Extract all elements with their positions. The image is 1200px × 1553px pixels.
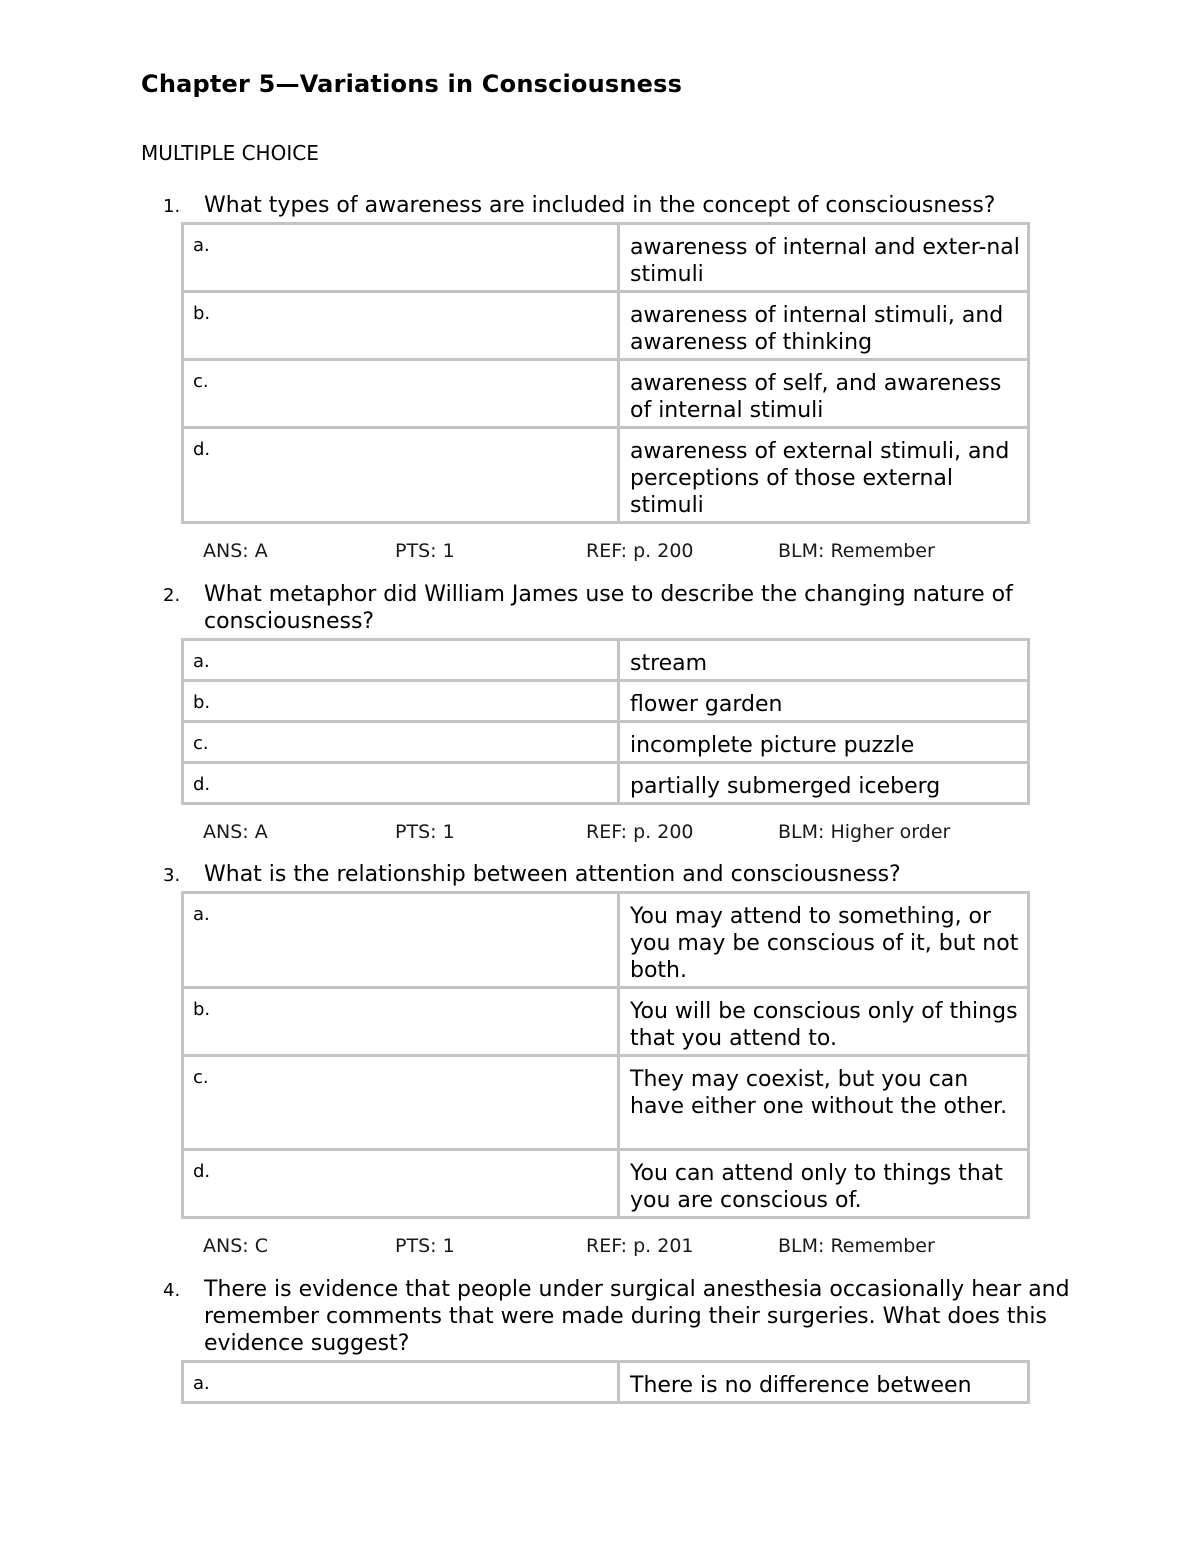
choice-text: awareness of self, and awareness of internal stimuli [619, 360, 1029, 428]
choice-text: They may coexist, but you can have either one without the other. [619, 1056, 1029, 1150]
choice-text: awareness of external stimuli, and perceptions of those external stimuli [619, 428, 1029, 523]
choices-table [181, 891, 1030, 1219]
choice-row [183, 988, 1029, 1056]
choices-table [181, 1360, 1030, 1404]
question-4 [141, 1276, 1101, 1404]
choice-row [183, 224, 1029, 292]
choice-row [183, 893, 1029, 988]
choice-row [183, 640, 1029, 681]
page-reference: REF: p. 201 [586, 1235, 694, 1257]
points: PTS: 1 [395, 821, 455, 843]
question-stem [141, 192, 1101, 219]
question-number: 4. [163, 1280, 181, 1301]
question-stem [141, 1276, 1101, 1357]
choice-text: awareness of internal and exter-nal stimuli [619, 224, 1029, 292]
choice-row [183, 681, 1029, 722]
question-text: What metaphor did William James use to describe the changing nature of consciousness? [204, 582, 1013, 634]
choice-letter: a. [183, 640, 619, 681]
page-reference: REF: p. 200 [586, 821, 694, 843]
answer-key: ANS: C [203, 1235, 268, 1257]
chapter-title: Chapter 5—Variations in Consciousness [141, 70, 683, 98]
choice-letter: c. [183, 1056, 619, 1150]
choice-text: partially submerged iceberg [619, 763, 1029, 804]
blooms-level: BLM: Remember [778, 540, 935, 562]
question-stem [141, 581, 1101, 635]
choice-letter: b. [183, 988, 619, 1056]
page-reference: REF: p. 200 [586, 540, 694, 562]
choice-text: You may attend to something, or you may be conscious of it, but not both. [619, 893, 1029, 988]
question-text: There is evidence that people under surgical anesthesia occasionally hear and remember comments that were made during their surgeries. What does this evidence suggest? [204, 1277, 1070, 1356]
choice-row [183, 360, 1029, 428]
blooms-level: BLM: Higher order [778, 821, 951, 843]
section-heading: MULTIPLE CHOICE [141, 141, 319, 165]
choice-text: stream [619, 640, 1029, 681]
choice-row [183, 292, 1029, 360]
answer-key: ANS: A [203, 540, 268, 562]
choice-text: flower garden [619, 681, 1029, 722]
choice-row [183, 1362, 1029, 1403]
answer-meta [141, 540, 1101, 570]
choice-text: incomplete picture puzzle [619, 722, 1029, 763]
choice-letter: b. [183, 681, 619, 722]
question-number: 1. [163, 196, 181, 217]
choice-letter: d. [183, 763, 619, 804]
question-text: What types of awareness are included in the concept of consciousness? [204, 193, 996, 218]
choice-text: You will be conscious only of things that you attend to. [619, 988, 1029, 1056]
choice-letter: b. [183, 292, 619, 360]
points: PTS: 1 [395, 1235, 455, 1257]
blooms-level: BLM: Remember [778, 1235, 935, 1257]
question-stem [141, 861, 1101, 888]
choice-letter: a. [183, 1362, 619, 1403]
choice-letter: d. [183, 428, 619, 523]
choice-row [183, 1150, 1029, 1218]
choice-text: There is no difference between [619, 1362, 1029, 1403]
answer-meta [141, 821, 1101, 851]
choice-row [183, 1056, 1029, 1150]
answer-key: ANS: A [203, 821, 268, 843]
choice-text: You can attend only to things that you are conscious of. [619, 1150, 1029, 1218]
points: PTS: 1 [395, 540, 455, 562]
question-number: 3. [163, 865, 181, 886]
choice-text: awareness of internal stimuli, and awareness of thinking [619, 292, 1029, 360]
choices-table [181, 638, 1030, 805]
choice-letter: c. [183, 722, 619, 763]
choice-row [183, 763, 1029, 804]
answer-meta [141, 1235, 1101, 1265]
question-1 [141, 192, 1101, 570]
question-number: 2. [163, 585, 181, 606]
choice-letter: a. [183, 224, 619, 292]
choice-row [183, 428, 1029, 523]
choice-letter: a. [183, 893, 619, 988]
question-3 [141, 861, 1101, 1265]
choices-table [181, 222, 1030, 524]
question-text: What is the relationship between attention and consciousness? [204, 862, 901, 887]
choice-letter: d. [183, 1150, 619, 1218]
choice-letter: c. [183, 360, 619, 428]
choice-row [183, 722, 1029, 763]
question-2 [141, 581, 1101, 851]
